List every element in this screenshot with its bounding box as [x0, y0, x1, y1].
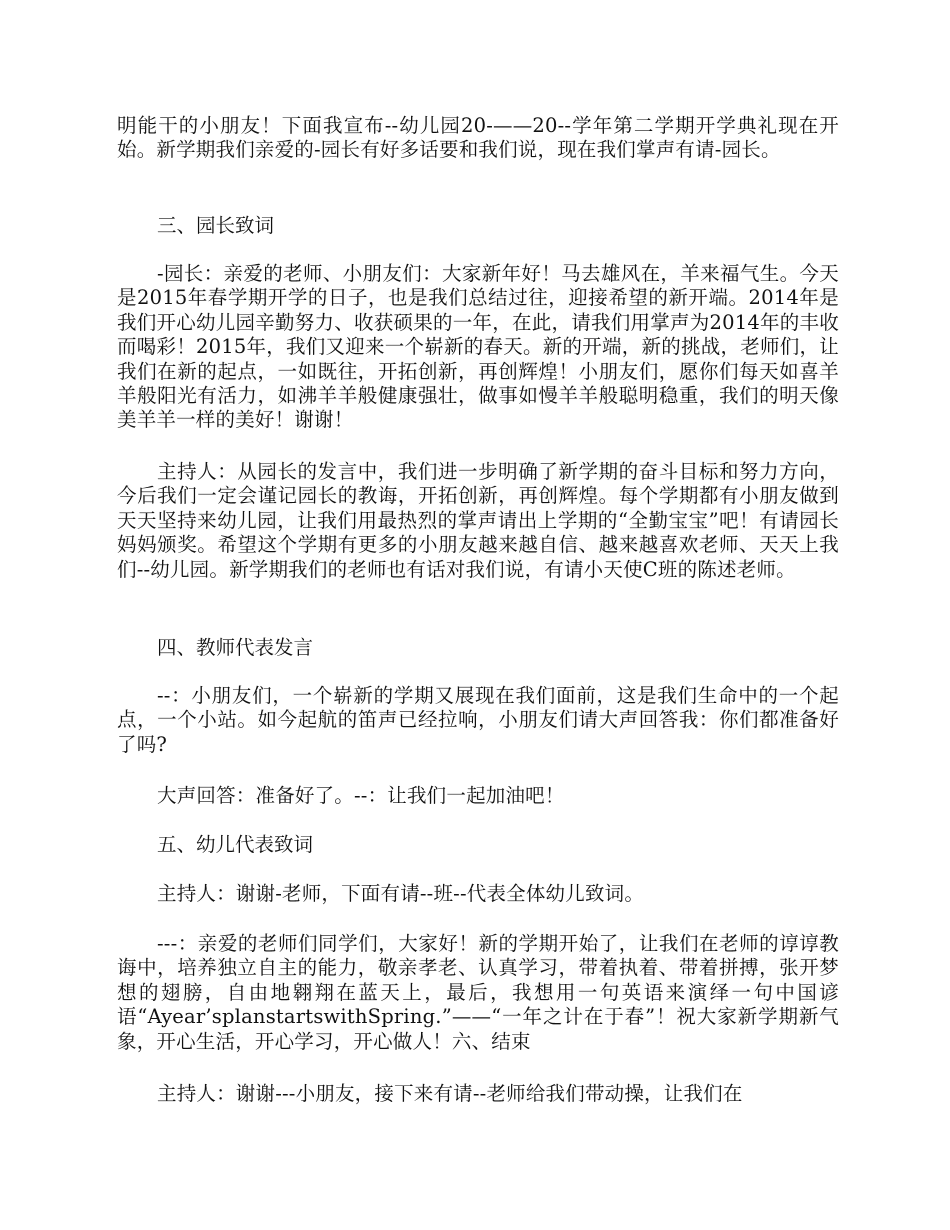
paragraph-child-speech: ---：亲爱的老师们同学们，大家好！新的学期开始了，让我们在老师的谆谆教诲中，培养独立自主的能力，敬亲孝老、认真学习，带着执着、带着拼搏，张开梦想的翅膀，自由地翱翔在蓝天上，最后，我想用一句英语来演绎一句中国谚语“Ayear’splanstartswithSpring.”——“一年之计在于春”！祝大家新学期新气象，开心生活，开心学习，开心做人！六、结束 — [117, 932, 839, 1053]
paragraph-host-closing: 主持人：谢谢---小朋友，接下来有请--老师给我们带动操，让我们在 — [157, 1082, 743, 1105]
heading-teacher-speech: 四、教师代表发言 — [157, 636, 314, 659]
paragraph-host-remarks: 主持人：从园长的发言中，我们进一步明确了新学期的奋斗目标和努力方向，今后我们一定会谨记园长的教诲，开拓创新，再创辉煌。每个学期都有小朋友做到天天坚持来幼儿园，让我们用最热烈的掌声请出上学期的“全勤宝宝”吧！有请园长妈妈颁奖。希望这个学期有更多的小朋友越来越自信、越来越喜欢老师、天天上我们--幼儿园。新学期我们的老师也有话对我们说，有请小天使C班的陈述老师。 — [117, 460, 839, 581]
paragraph-opening: 明能干的小朋友！下面我宣布--幼儿园20-——20--学年第二学期开学典礼现在开始。新学期我们亲爱的-园长有好多话要和我们说，现在我们掌声有请-园长。 — [117, 114, 839, 162]
paragraph-teacher-speech: --：小朋友们，一个崭新的学期又展现在我们面前，这是我们生命中的一个起点，一个小站。如今起航的笛声已经拉响，小朋友们请大声回答我：你们都准备好了吗? — [117, 684, 839, 756]
paragraph-host-invite: 主持人：谢谢-老师，下面有请--班--代表全体幼儿致词。 — [157, 882, 645, 905]
heading-child-speech: 五、幼儿代表致词 — [157, 833, 314, 856]
paragraph-principal-speech: -园长：亲爱的老师、小朋友们：大家新年好！马去雄风在，羊来福气生。今天是2015年春学期开学的日子，也是我们总结过往，迎接希望的新开端。2014年是我们开心幼儿园辛勤努力、收获硕果的一年，在此，请我们用掌声为2014年的丰收而喝彩！2015年，我们又迎来一个崭新的春天。新的开端，新的挑战，老师们，让我们在新的起点，一如既往，开拓创新，再创辉煌！小朋友们，愿你们每天如喜羊羊般阳光有活力，如沸羊羊般健康强壮，做事如慢羊羊般聪明稳重，我们的明天像美羊羊一样的美好！谢谢！ — [117, 262, 839, 432]
heading-principal-speech: 三、园长致词 — [157, 214, 275, 237]
paragraph-children-answer: 大声回答：准备好了。--：让我们一起加油吧！ — [157, 784, 565, 807]
